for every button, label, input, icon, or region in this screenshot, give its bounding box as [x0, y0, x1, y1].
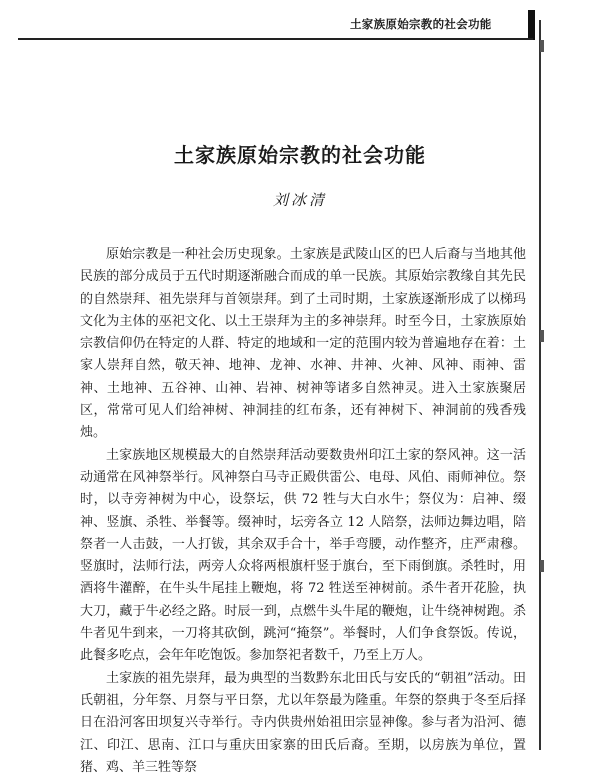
article-title: 土家族原始宗教的社会功能 [174, 143, 426, 167]
paragraph: 土家族的祖先崇拜，最为典型的当数黔东北田氏与安氏的“朝祖”活动。田氏朝祖，分年祭、月祭与平日祭，尤以年祭最为隆重。年祭的祭典于冬至后择日在沿河客田坝复兴寺举行。寺内供贵州始祖田宗显神像。参与者为沿河、德江、印江、思南、江口与重庆田家寨的田氏后裔。至期，以房族为单位，置猪、鸡、羊三牲等祭 [80, 670, 526, 775]
running-header: 土家族原始宗教的社会功能 [350, 17, 492, 31]
side-tick [540, 330, 544, 342]
article-body [80, 244, 526, 779]
side-rule [539, 20, 541, 750]
header-bar [528, 10, 535, 40]
paragraph: 原始宗教是一种社会历史现象。土家族是武陵山区的巴人后裔与当地其他民族的部分成员于五代时期逐渐融合而成的单一民族。其原始宗教缘自其先民的自然崇拜、祖先崇拜与首领崇拜。到了土司时期，土家族逐渐形成了以梯玛文化为主体的巫祀文化、以土王崇拜为主的多神崇拜。时至今日，土家族原始宗教信仰仍在特定的人群、特定的地域和一定的范围内较为普遍地存在着：土家人崇拜自然，敬天神、地神、龙神、水神、井神、火神、风神、雨神、雷神、土地神、五谷神、山神、岩神、树神等诸多自然神灵。进入土家族聚居区，常常可见人们给神树、神洞挂的红布条，还有神树下、神洞前的残香残烛。 [80, 247, 526, 441]
header-rule [18, 38, 533, 40]
author-name: 刘冰清 [272, 191, 327, 209]
side-tick [540, 40, 544, 52]
side-tick [540, 560, 544, 572]
paragraph: 土家族地区规模最大的自然崇拜活动要数贵州印江土家的祭风神。这一活动通常在风神祭举行。风神祭白马寺正殿供雷公、电母、风伯、雨师神位。祭时，以寺旁神树为中心，设祭坛，供 72 牲与大白水牛；祭仪为：启神、缀神、竖旗、杀牲、举餐等。缀神时，坛旁各立 12 人陪祭，法师边舞边唱，陪祭者一人击鼓，一人打钹，其余双手合十，举手弯腰，动作整齐，庄严肃穆。竖旗时，法师行法，两旁人众将两根旗杆竖于旗台，至下雨倒旗。杀牲时，用酒将牛灌醉，在牛头牛尾挂上鞭炮，将 72 牲送至神树前。杀牛者开花脸，执大刀，藏于牛必经之路。时辰一到，点燃牛头牛尾的鞭炮，让牛绕神树跑。杀牛者见牛到来，一刀将其砍倒，跳河“掩祭”。举餐时，人们争食祭饭。传说，此餐多吃点，会年年吃饱饭。参加祭祀者数千，乃至上万人。 [80, 447, 526, 664]
